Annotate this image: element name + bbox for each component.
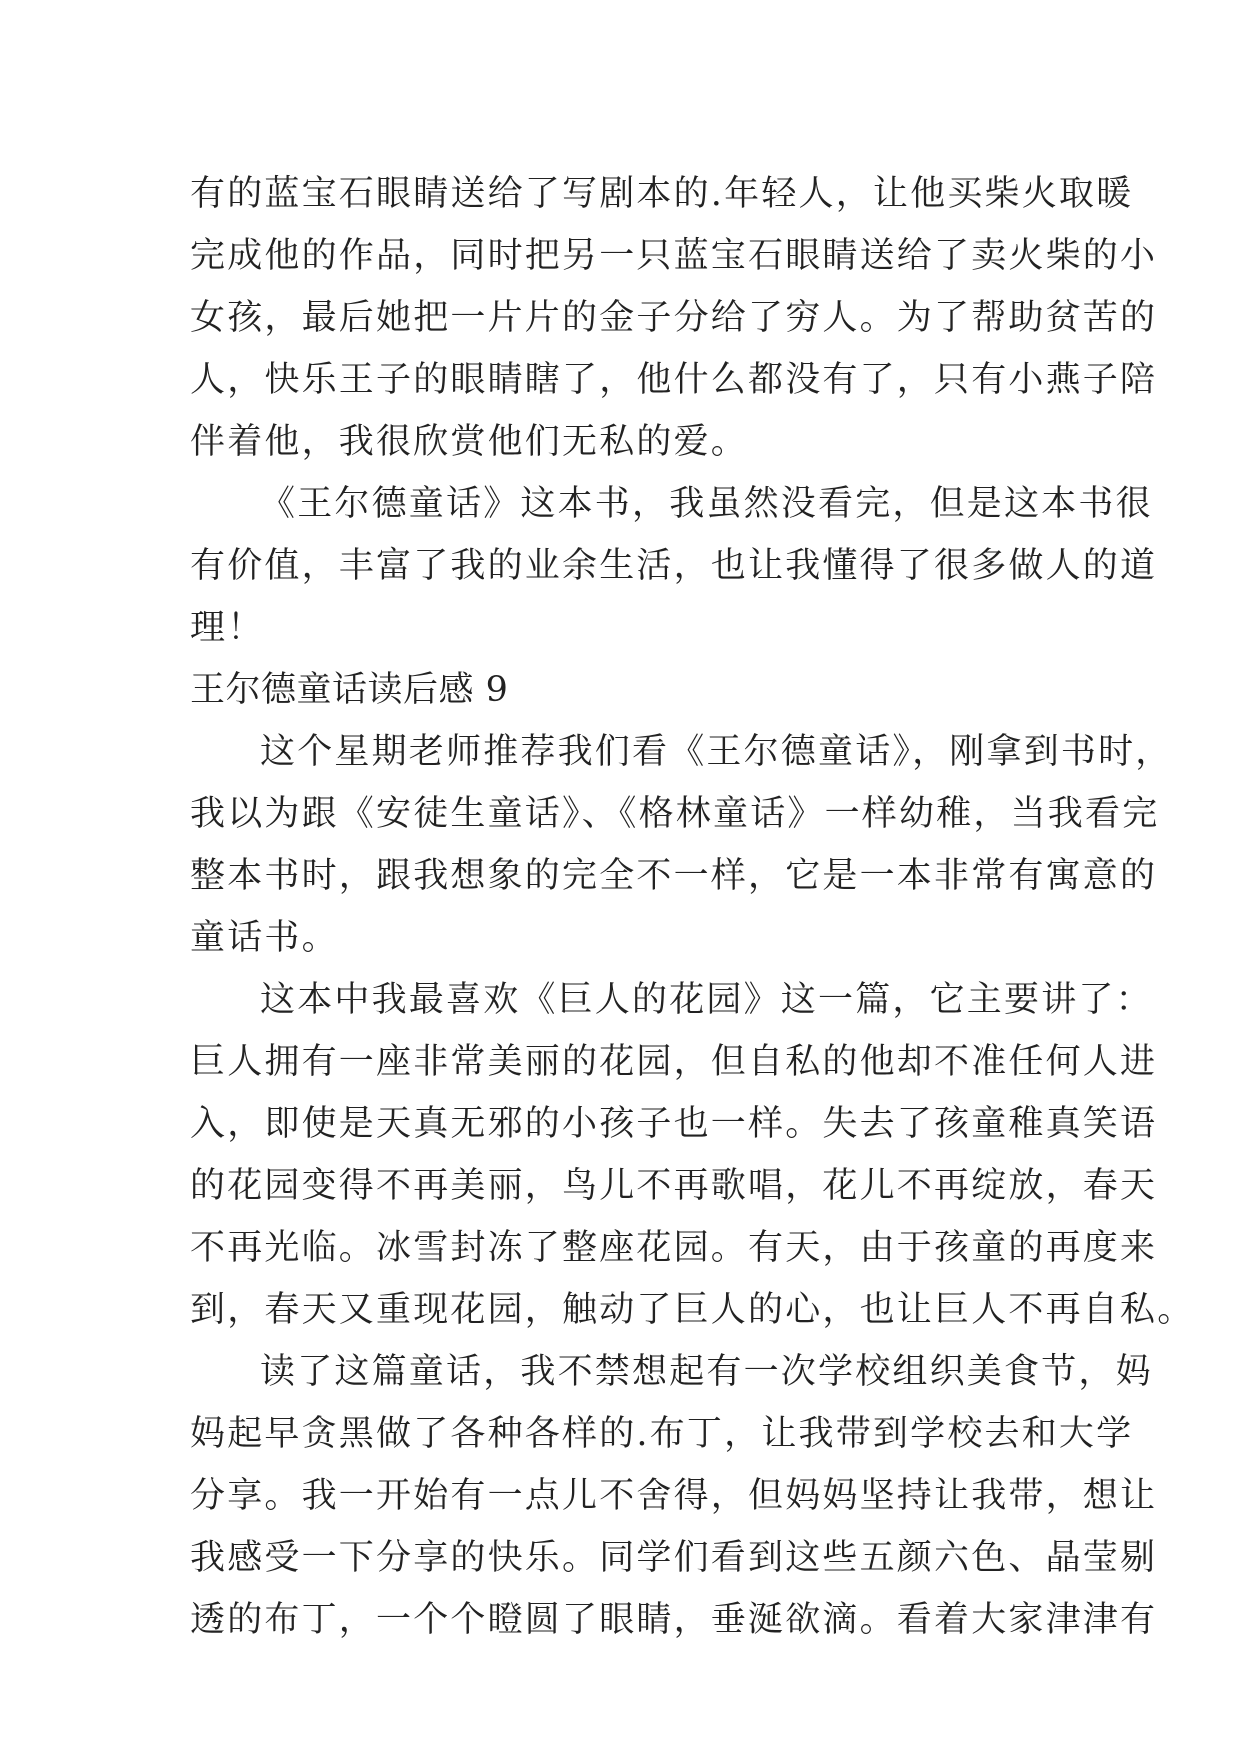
text-line: 理！ — [190, 608, 265, 648]
text-line: 到，春天又重现花园，触动了巨人的心，也让巨人不再自私。 — [190, 1290, 1195, 1330]
text-line: 透的布丁，一个个瞪圆了眼睛，垂涎欲滴。看着大家津津有 — [190, 1600, 1158, 1640]
text-line: 我感受一下分享的快乐。同学们看到这些五颜六色、晶莹剔 — [190, 1538, 1158, 1578]
text-line: 这个星期老师推荐我们看《王尔德童话》，刚拿到书时， — [260, 732, 1173, 772]
section-heading: 王尔德童话读后感 9 — [190, 670, 509, 710]
text-line: 巨人拥有一座非常美丽的花园，但自私的他却不准任何人进 — [190, 1042, 1158, 1082]
text-line: 妈起早贪黑做了各种各样的.布丁，让我带到学校去和大学 — [190, 1414, 1134, 1454]
text-line: 有的蓝宝石眼睛送给了写剧本的.年轻人，让他买柴火取暖 — [190, 174, 1134, 214]
text-line: 《王尔德童话》这本书，我虽然没看完，但是这本书很 — [260, 484, 1153, 524]
text-line: 我以为跟《安徒生童话》、《格林童话》一样幼稚，当我看完 — [190, 794, 1160, 834]
text-line: 人，快乐王子的眼睛瞎了，他什么都没有了，只有小燕子陪 — [190, 360, 1158, 400]
text-line: 童话书。 — [190, 918, 339, 958]
text-line: 分享。我一开始有一点儿不舍得，但妈妈坚持让我带，想让 — [190, 1476, 1158, 1516]
text-line: 的花园变得不再美丽，鸟儿不再歌唱，花儿不再绽放，春天 — [190, 1166, 1158, 1206]
document-body — [190, 163, 1195, 1651]
text-line: 这本中我最喜欢《巨人的花园》这一篇，它主要讲了： — [260, 980, 1153, 1020]
text-line: 不再光临。冰雪封冻了整座花园。有天，由于孩童的再度来 — [190, 1228, 1158, 1268]
text-line: 整本书时，跟我想象的完全不一样，它是一本非常有寓意的 — [190, 856, 1158, 896]
text-line: 伴着他，我很欣赏他们无私的爱。 — [190, 422, 749, 462]
text-line: 完成他的作品，同时把另一只蓝宝石眼睛送给了卖火柴的小 — [190, 236, 1158, 276]
text-line: 女孩，最后她把一片片的金子分给了穷人。为了帮助贫苦的 — [190, 298, 1158, 338]
text-line: 入，即使是天真无邪的小孩子也一样。失去了孩童稚真笑语 — [190, 1104, 1158, 1144]
text-line: 有价值，丰富了我的业余生活，也让我懂得了很多做人的道 — [190, 546, 1158, 586]
text-line: 读了这篇童话，我不禁想起有一次学校组织美食节，妈 — [260, 1352, 1153, 1392]
